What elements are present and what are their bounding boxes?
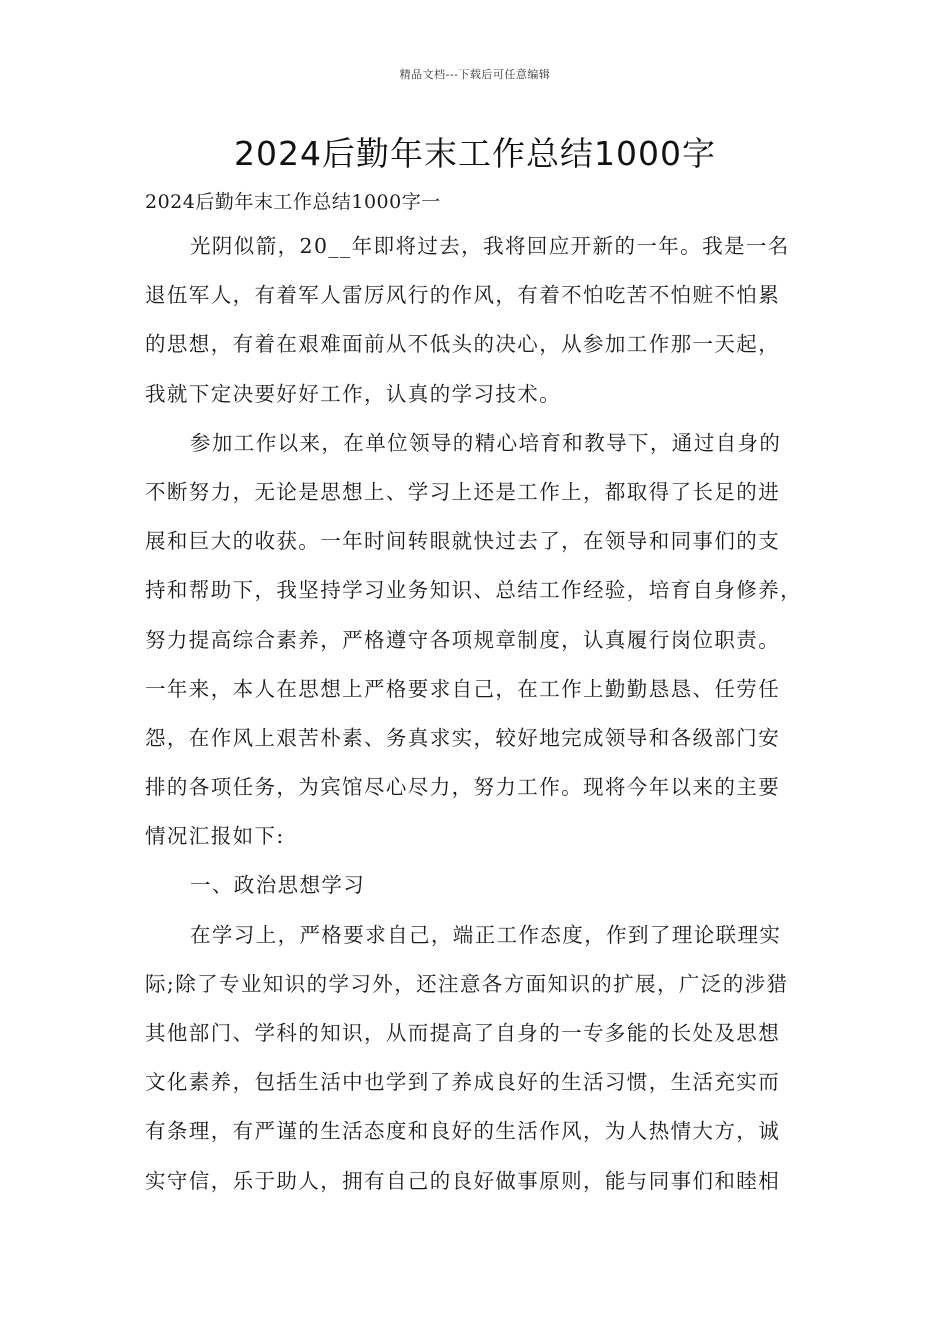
text-line: 参加工作以来，在单位领导的精心培育和教导下，通过自身的 (190, 430, 782, 455)
text-line: 努力提高综合素养，严格遵守各项规章制度，认真履行岗位职责。 (145, 627, 781, 652)
text-line: 不断努力，无论是思想上、学习上还是工作上，都取得了长足的进 (145, 479, 781, 504)
text-line: 际;除了专业知识的学习外，还注意各方面知识的扩展，广泛的涉猎 (145, 971, 789, 996)
document-body (145, 182, 825, 1210)
text-line: 展和巨大的收获。一年时间转眼就快过去了，在领导和同事们的支 (145, 529, 781, 554)
text-line: 光阴似箭，20__年即将过去，我将回应开新的一年。我是一名 (190, 234, 790, 258)
text-line: 有条理，有严谨的生活态度和良好的生活作风，为人热情大方，诚 (145, 1119, 781, 1144)
document-title: 2024后勤年末工作总结1000字 (234, 134, 716, 173)
text-line: 情况汇报如下: (145, 824, 285, 849)
text-line: 我就下定决要好好工作，认真的学习技术。 (145, 381, 562, 406)
header-note: 精品文档---下载后可任意编辑 (399, 68, 551, 81)
text-line: 文化素养，包括生活中也学到了养成良好的生活习惯，生活充实而 (145, 1070, 781, 1095)
text-line: 的思想，有着在艰难面前从不低头的决心，从参加工作那一天起， (145, 332, 781, 357)
text-line: 实守信，乐于助人，拥有自己的良好做事原则，能与同事们和睦相 (145, 1168, 781, 1193)
text-line: 持和帮助下，我坚持学习业务知识、总结工作经验，培育自身修养， (145, 578, 802, 603)
text-line: 一、政治思想学习 (190, 873, 366, 898)
subtitle-line: 2024后勤年末工作总结1000字一 (145, 191, 441, 213)
text-line: 排的各项任务，为宾馆尽心尽力，努力工作。现将今年以来的主要 (145, 775, 781, 800)
text-line: 在学习上，严格要求自己，端正工作态度，作到了理论联理实 (190, 922, 782, 947)
text-line: 怨，在作风上艰苦朴素、务真求实，较好地完成领导和各级部门安 (145, 725, 781, 750)
text-line: 其他部门、学科的知识，从而提高了自身的一专多能的长处及思想 (145, 1021, 781, 1045)
text-line: 退伍军人，有着军人雷厉风行的作风，有着不怕吃苦不怕赃不怕累 (145, 283, 781, 308)
text-line: 一年来，本人在思想上严格要求自己，在工作上勤勤恳恳、任劳任 (145, 676, 781, 701)
